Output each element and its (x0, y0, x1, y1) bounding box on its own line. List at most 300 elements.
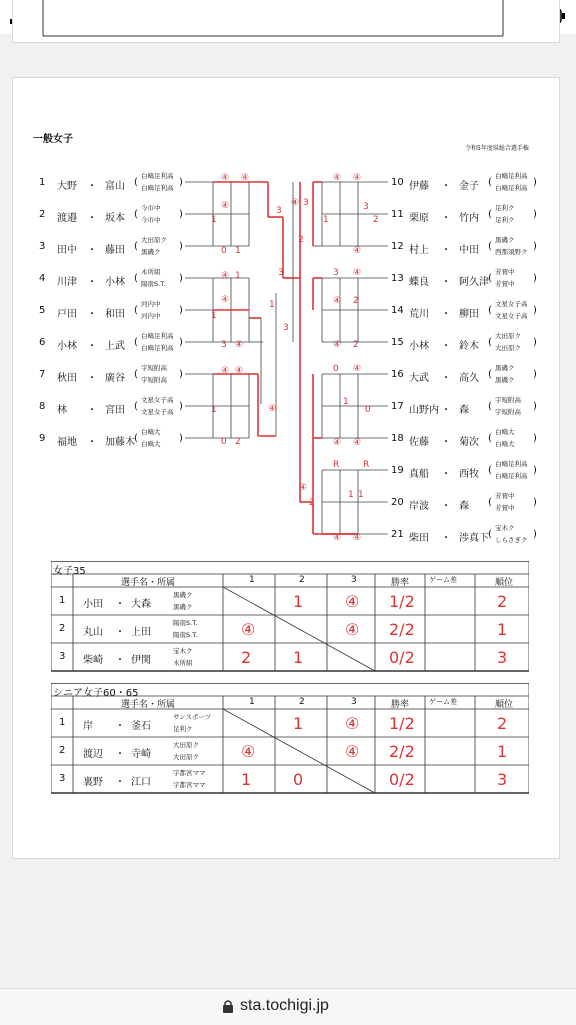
result-cell: 0 (293, 770, 304, 789)
results-table (51, 561, 529, 676)
club-name: 今市中 (141, 204, 161, 212)
player-name: 丸山 (83, 627, 103, 638)
club-name: 白鴎足利高 (141, 332, 174, 340)
club-name: 白鴎足利高 (495, 172, 528, 180)
result-cell: ④ (345, 592, 360, 611)
win-rate: 1/2 (389, 714, 415, 733)
result-cell: 2 (241, 648, 252, 667)
score-mark: 2 (298, 235, 304, 245)
player-name: 伊関 (131, 655, 151, 666)
player-name: 竹内 (459, 213, 479, 224)
name-separator: ・ (441, 341, 451, 352)
entry-number: 7 (39, 369, 46, 380)
club-bracket: ( (488, 465, 492, 476)
win-rate: 2/2 (389, 620, 415, 639)
player-name: 小林 (105, 277, 125, 288)
column-header: ゲーム差 (429, 576, 457, 584)
score-mark: 0 (221, 437, 227, 447)
name-separator: ・ (441, 501, 451, 512)
score-mark: 1 (348, 490, 354, 500)
club-name: 陽南S.T. (173, 631, 198, 639)
player-name: 菊次 (459, 437, 479, 448)
club-name: 白鴎足利高 (495, 472, 528, 480)
row-number: 1 (59, 717, 66, 728)
club-bracket: ) (533, 241, 537, 252)
score-mark: 2 (309, 498, 315, 508)
url-text: sta.tochigi.jp (240, 997, 329, 1014)
score-mark: ④ (353, 438, 362, 448)
player-name: 田中 (57, 245, 77, 256)
club-bracket: ( (488, 369, 492, 380)
club-name: 大田原ク (495, 344, 521, 352)
club-bracket: ( (134, 401, 138, 412)
name-separator: ・ (115, 721, 125, 732)
win-rate: 1/2 (389, 592, 415, 611)
name-separator: ・ (441, 213, 451, 224)
column-header: 順位 (495, 578, 514, 588)
score-mark: 1 (211, 311, 217, 321)
entry-number: 15 (391, 337, 404, 348)
player-name: 真船 (409, 469, 429, 480)
club-name: 木所組 (141, 268, 161, 276)
name-separator: ・ (87, 437, 97, 448)
club-name: 白鴎大 (141, 440, 161, 448)
result-cell: ④ (241, 742, 256, 761)
club-bracket: ) (179, 433, 183, 444)
club-name: 大田原ク (141, 236, 167, 244)
club-bracket: ( (488, 273, 492, 284)
score-mark: R (363, 460, 370, 470)
score-mark: 3 (221, 340, 227, 350)
club-name: 今市中 (141, 216, 161, 224)
player-name: 川津 (57, 277, 77, 288)
player-name: 阿久津 (459, 277, 489, 288)
address-bar[interactable] (0, 988, 576, 1025)
score-mark: ④ (333, 438, 342, 448)
row-number: 1 (59, 595, 66, 606)
club-bracket: ) (533, 337, 537, 348)
player-name: 鈴木 (459, 341, 479, 352)
result-cell: 1 (241, 770, 252, 789)
name-separator: ・ (441, 469, 451, 480)
player-name: 渡辺 (83, 749, 103, 760)
name-separator: ・ (441, 309, 451, 320)
player-name: 秋田 (57, 373, 77, 384)
club-bracket: ( (488, 497, 492, 508)
score-mark: 2 (235, 437, 241, 447)
club-name: 宇短附高 (141, 376, 167, 384)
player-name: 廣谷 (105, 373, 125, 384)
name-separator: ・ (87, 245, 97, 256)
rank: 2 (497, 592, 508, 611)
player-name: 小林 (409, 341, 429, 352)
score-mark: ④ (221, 366, 230, 376)
score-mark: ④ (333, 533, 342, 543)
name-separator: ・ (87, 373, 97, 384)
score-mark: ④ (333, 173, 342, 183)
row-number: 2 (59, 623, 66, 634)
entry-number: 12 (391, 241, 404, 252)
score-mark: ④ (353, 533, 362, 543)
player-name: 高久 (459, 373, 479, 384)
player-name: 中田 (459, 245, 479, 256)
score-mark: 0 (365, 405, 371, 415)
club-bracket: ( (134, 209, 138, 220)
player-name: 小田 (83, 599, 103, 610)
club-name: 黒磯ク (495, 376, 515, 384)
entry-number: 13 (391, 273, 404, 284)
club-name: 文星女子高 (495, 300, 528, 308)
club-name: 黒磯ク (141, 248, 161, 256)
player-name: 伊藤 (409, 181, 429, 192)
bracket-title: 一般女子 (33, 134, 73, 145)
rank: 2 (497, 714, 508, 733)
win-rate: 0/2 (389, 648, 415, 667)
column-header: 3 (351, 697, 357, 707)
player-name: 林 (57, 405, 67, 416)
entry-number: 14 (391, 305, 404, 316)
club-name: 黒磯ク (173, 591, 193, 599)
result-cell: 1 (293, 592, 304, 611)
entry-number: 2 (39, 209, 46, 220)
score-mark: ④ (333, 296, 342, 306)
rank: 3 (497, 770, 508, 789)
entry-number: 20 (391, 497, 404, 508)
result-cell: 1 (293, 714, 304, 733)
entry-number: 16 (391, 369, 404, 380)
club-bracket: ) (533, 273, 537, 284)
club-name: 白鴎大 (495, 428, 515, 436)
player-name: 上田 (131, 627, 151, 638)
player-name: 釜石 (131, 721, 151, 732)
column-header: 1 (249, 697, 255, 707)
club-name: 文星女子高 (141, 396, 174, 404)
club-name: 黒磯ク (495, 236, 515, 244)
score-mark: ④ (221, 295, 230, 305)
column-header: 2 (299, 697, 305, 707)
club-bracket: ( (488, 433, 492, 444)
club-bracket: ( (134, 433, 138, 444)
result-cell: ④ (345, 714, 360, 733)
club-bracket: ( (488, 401, 492, 412)
club-bracket: ) (533, 209, 537, 220)
club-name: 大田原ク (495, 332, 521, 340)
entry-number: 1 (39, 177, 46, 188)
club-name: 黒磯ク (173, 603, 193, 611)
name-separator: ・ (87, 181, 97, 192)
name-separator: ・ (87, 309, 97, 320)
club-bracket: ( (134, 337, 138, 348)
club-bracket: ) (179, 273, 183, 284)
club-name: 白鴎大 (141, 428, 161, 436)
entry-number: 6 (39, 337, 46, 348)
club-bracket: ) (179, 401, 183, 412)
name-separator: ・ (115, 627, 125, 638)
name-separator: ・ (87, 213, 97, 224)
player-name: 佐藤 (409, 437, 429, 448)
score-mark: 1 (358, 490, 364, 500)
player-name: 福地 (57, 437, 77, 448)
rank: 3 (497, 648, 508, 667)
entry-number: 8 (39, 401, 46, 412)
club-bracket: ( (134, 241, 138, 252)
result-cell: ④ (241, 620, 256, 639)
score-mark: 3 (363, 202, 369, 212)
club-name: 文星女子高 (495, 312, 528, 320)
club-name: 文星女子高 (141, 408, 174, 416)
club-name: 大田原ク (173, 741, 199, 749)
club-bracket: ( (488, 337, 492, 348)
name-separator: ・ (87, 405, 97, 416)
club-bracket: ( (488, 209, 492, 220)
club-bracket: ( (134, 305, 138, 316)
score-mark: ④ (268, 404, 277, 414)
club-name: しらさぎク (495, 536, 528, 544)
club-bracket: ) (179, 305, 183, 316)
club-name: 白鴎足利高 (141, 172, 174, 180)
column-header: 勝率 (391, 578, 410, 588)
score-mark: ④ (353, 364, 362, 374)
player-name: 蝶良 (409, 277, 429, 288)
club-name: 宇短附高 (495, 408, 521, 416)
player-name: 大森 (131, 599, 151, 610)
score-mark: ④ (291, 198, 300, 208)
player-name: 栗原 (409, 213, 429, 224)
score-mark: R (333, 460, 340, 470)
name-separator: ・ (441, 181, 451, 192)
player-name: 大武 (409, 373, 429, 384)
club-name: 陽南S.T. (141, 280, 166, 288)
name-separator: ・ (87, 341, 97, 352)
player-name: 柴崎 (83, 655, 103, 666)
club-name: 宇都宮ママ (173, 769, 206, 777)
score-mark: 1 (269, 300, 275, 310)
club-name: 白鴎大 (495, 440, 515, 448)
previous-page-fragment (12, 0, 560, 43)
score-mark: 1 (343, 397, 349, 407)
club-name: サンスポーツ (173, 713, 212, 721)
club-name: 宝木ク (173, 647, 193, 655)
club-bracket: ( (488, 305, 492, 316)
rank: 1 (497, 742, 508, 761)
club-name: 河内中 (141, 312, 161, 320)
score-mark: 3 (303, 198, 309, 208)
document-page (12, 77, 560, 859)
score-mark: ④ (353, 246, 362, 256)
name-separator: ・ (441, 533, 451, 544)
player-name: 寺崎 (131, 749, 151, 760)
club-bracket: ( (488, 241, 492, 252)
player-name: 藤田 (105, 245, 125, 256)
column-header: ゲーム差 (429, 698, 457, 706)
club-bracket: ( (488, 177, 492, 188)
club-bracket: ) (533, 433, 537, 444)
entry-number: 11 (391, 209, 404, 220)
club-name: 西那須野ク (495, 248, 528, 256)
club-name: 白鴎足利高 (141, 344, 174, 352)
player-name: 坂本 (105, 213, 125, 224)
club-bracket: ) (179, 241, 183, 252)
name-separator: ・ (441, 277, 451, 288)
club-bracket: ( (134, 177, 138, 188)
column-header: 勝率 (391, 700, 410, 710)
club-bracket: ) (179, 177, 183, 188)
result-cell: ④ (345, 620, 360, 639)
entry-number: 17 (391, 401, 404, 412)
lock-icon (222, 999, 234, 1018)
club-name: 宇短附高 (141, 364, 167, 372)
club-name: 足利ク (495, 204, 515, 212)
player-name: 小林 (57, 341, 77, 352)
name-separator: ・ (441, 245, 451, 256)
score-mark: ④ (353, 268, 362, 278)
player-name: 渡邉 (57, 213, 77, 224)
player-name: 渉真下 (459, 533, 489, 544)
club-name: 黒磯ク (495, 364, 515, 372)
score-mark: ④ (221, 271, 230, 281)
row-number: 3 (59, 773, 66, 784)
result-cell: ④ (345, 742, 360, 761)
club-bracket: ) (533, 497, 537, 508)
score-mark: 3 (276, 206, 282, 216)
club-name: 白鴎足利高 (495, 184, 528, 192)
score-mark: 0 (221, 246, 227, 256)
entry-number: 4 (39, 273, 46, 284)
column-header: 2 (299, 575, 305, 585)
player-name: 山野内 (409, 405, 439, 416)
player-name: 森 (459, 501, 469, 512)
player-name: 江口 (131, 777, 151, 788)
score-mark: 1 (235, 246, 241, 256)
club-bracket: ( (134, 369, 138, 380)
player-name: 荒川 (409, 309, 429, 320)
column-header: 選手名・所属 (121, 700, 176, 710)
name-separator: ・ (87, 277, 97, 288)
name-separator: ・ (441, 405, 451, 416)
club-bracket: ) (533, 529, 537, 540)
row-number: 2 (59, 745, 66, 756)
club-name: 芳賀中 (495, 280, 515, 288)
entry-number: 19 (391, 465, 404, 476)
player-name: 宮田 (105, 405, 125, 416)
column-header: 選手名・所属 (121, 578, 176, 588)
score-mark: ④ (221, 201, 230, 211)
club-bracket: ) (179, 209, 183, 220)
entry-number: 9 (39, 433, 46, 444)
player-name: 大野 (57, 181, 77, 192)
score-mark: 1 (235, 271, 241, 281)
club-bracket: ) (533, 177, 537, 188)
entry-number: 21 (391, 529, 404, 540)
club-bracket: ) (533, 369, 537, 380)
row-number: 3 (59, 651, 66, 662)
score-mark: 3 (283, 323, 289, 333)
score-mark: ④ (221, 173, 230, 183)
score-mark: ④ (241, 173, 250, 183)
score-mark: ④ (353, 173, 362, 183)
player-name: 森 (459, 405, 469, 416)
club-name: 芳賀中 (495, 268, 515, 276)
club-bracket: ) (179, 369, 183, 380)
club-name: 陽南S.T. (173, 619, 198, 627)
player-name: 和田 (105, 309, 125, 320)
entry-number: 10 (391, 177, 404, 188)
club-bracket: ( (134, 273, 138, 284)
name-separator: ・ (115, 749, 125, 760)
win-rate: 0/2 (389, 770, 415, 789)
rank: 1 (497, 620, 508, 639)
score-mark: ④ (333, 340, 342, 350)
club-name: 宇都宮ママ (173, 781, 206, 789)
score-mark: ④ (235, 340, 244, 350)
club-name: 河内中 (141, 300, 161, 308)
player-name: 加藤木 (105, 437, 135, 448)
table-title: 女子35 (53, 566, 86, 577)
name-separator: ・ (115, 777, 125, 788)
score-mark: ④ (299, 483, 308, 493)
score-mark: 3 (333, 268, 339, 278)
player-name: 岸波 (409, 501, 429, 512)
club-bracket: ) (533, 305, 537, 316)
player-name: 上武 (105, 341, 125, 352)
club-name: 大田原ク (173, 753, 199, 761)
score-mark: 1 (323, 215, 329, 225)
table-title: シニア女子60・65 (53, 688, 139, 699)
name-separator: ・ (441, 373, 451, 384)
score-mark: ④ (235, 366, 244, 376)
player-name: 岸 (83, 721, 93, 732)
score-mark: 3 (278, 268, 284, 278)
player-name: 柳田 (459, 309, 479, 320)
club-name: 芳賀中 (495, 492, 515, 500)
club-name: 宝木ク (495, 524, 515, 532)
player-name: 柴田 (409, 533, 429, 544)
score-mark: 2 (353, 340, 359, 350)
column-header: 1 (249, 575, 255, 585)
name-separator: ・ (115, 599, 125, 610)
player-name: 裏野 (83, 777, 103, 788)
name-separator: ・ (115, 655, 125, 666)
club-name: 足利ク (495, 216, 515, 224)
score-mark: 2 (373, 215, 379, 225)
club-name: 木所組 (173, 659, 193, 667)
club-name: 足利ク (173, 725, 193, 733)
player-name: 富山 (105, 181, 125, 192)
score-mark: 1 (211, 405, 217, 415)
entry-number: 3 (39, 241, 46, 252)
club-name: 宇短附高 (495, 396, 521, 404)
column-header: 3 (351, 575, 357, 585)
result-cell: 1 (293, 648, 304, 667)
player-name: 村上 (409, 245, 429, 256)
club-name: 芳賀中 (495, 504, 515, 512)
club-bracket: ) (533, 401, 537, 412)
entry-number: 18 (391, 433, 404, 444)
event-name: 令和5年度県総合選手権 (465, 145, 529, 152)
club-name: 白鴎足利高 (141, 184, 174, 192)
club-name: 白鴎足利高 (495, 460, 528, 468)
score-mark: 0 (333, 364, 339, 374)
entry-number: 5 (39, 305, 46, 316)
score-mark: 1 (211, 215, 217, 225)
win-rate: 2/2 (389, 742, 415, 761)
club-bracket: ) (179, 337, 183, 348)
club-bracket: ( (488, 529, 492, 540)
club-bracket: ) (533, 465, 537, 476)
results-table (51, 683, 529, 798)
column-header: 順位 (495, 700, 514, 710)
score-mark: 2 (353, 296, 359, 306)
